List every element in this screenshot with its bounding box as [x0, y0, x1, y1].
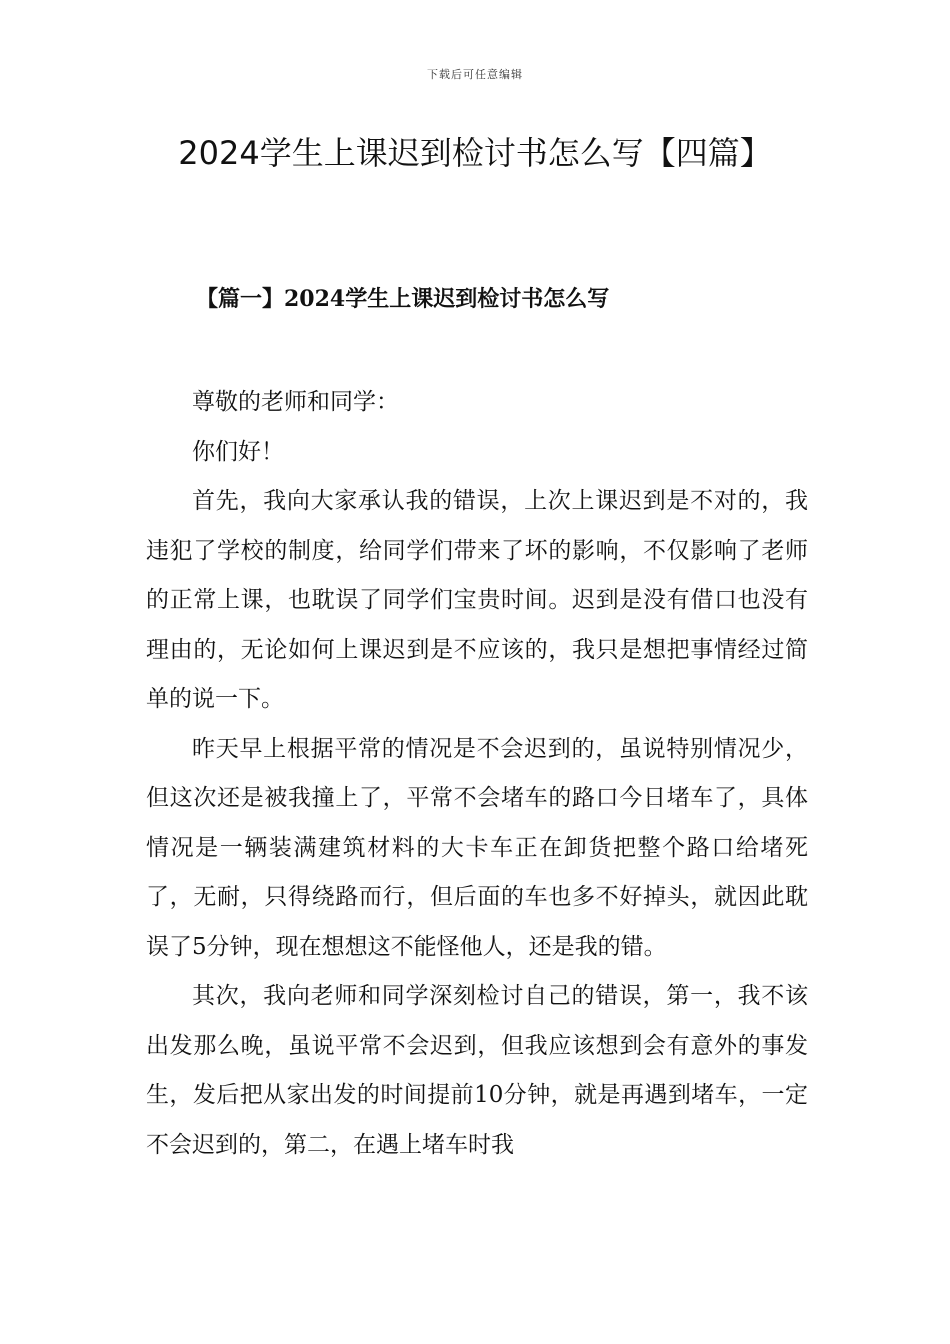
- paragraph: 其次，我向老师和同学深刻检讨自己的错误，第一，我不该出发那么晚，虽说平常不会迟到，但我应该想到会有意外的事发生，发后把从家出发的时间提前10分钟，就是再遇到堵车，一定不会迟到的，第二，在遇上堵车时我: [146, 983, 808, 1158]
- paragraph: 昨天早上根据平常的情况是不会迟到的，虽说特别情况少，但这次还是被我撞上了，平常不会堵车的路口今日堵车了，具体情况是一辆装满建筑材料的大卡车正在卸货把整个路口给堵死了，无耐，只得绕路而行，但后面的车也多不好掉头，就因此耽误了5分钟，现在想想这不能怪他人，还是我的错。: [146, 735, 808, 960]
- section-title: 【篇一】2024学生上课迟到检讨书怎么写: [196, 286, 610, 312]
- document-body: [146, 378, 808, 1170]
- greeting: 你们好！: [192, 438, 284, 465]
- document-title: 2024学生上课迟到检讨书怎么写【四篇】: [178, 134, 772, 172]
- paragraph: 首先，我向大家承认我的错误，上次上课迟到是不对的，我违犯了学校的制度，给同学们带来了坏的影响，不仅影响了老师的正常上课，也耽误了同学们宝贵时间。迟到是没有借口也没有理由的，无论如何上课迟到是不应该的，我只是想把事情经过简单的说一下。: [146, 488, 808, 712]
- salutation: 尊敬的老师和同学：: [192, 389, 399, 415]
- header-note: 下载后可任意编辑: [427, 68, 523, 81]
